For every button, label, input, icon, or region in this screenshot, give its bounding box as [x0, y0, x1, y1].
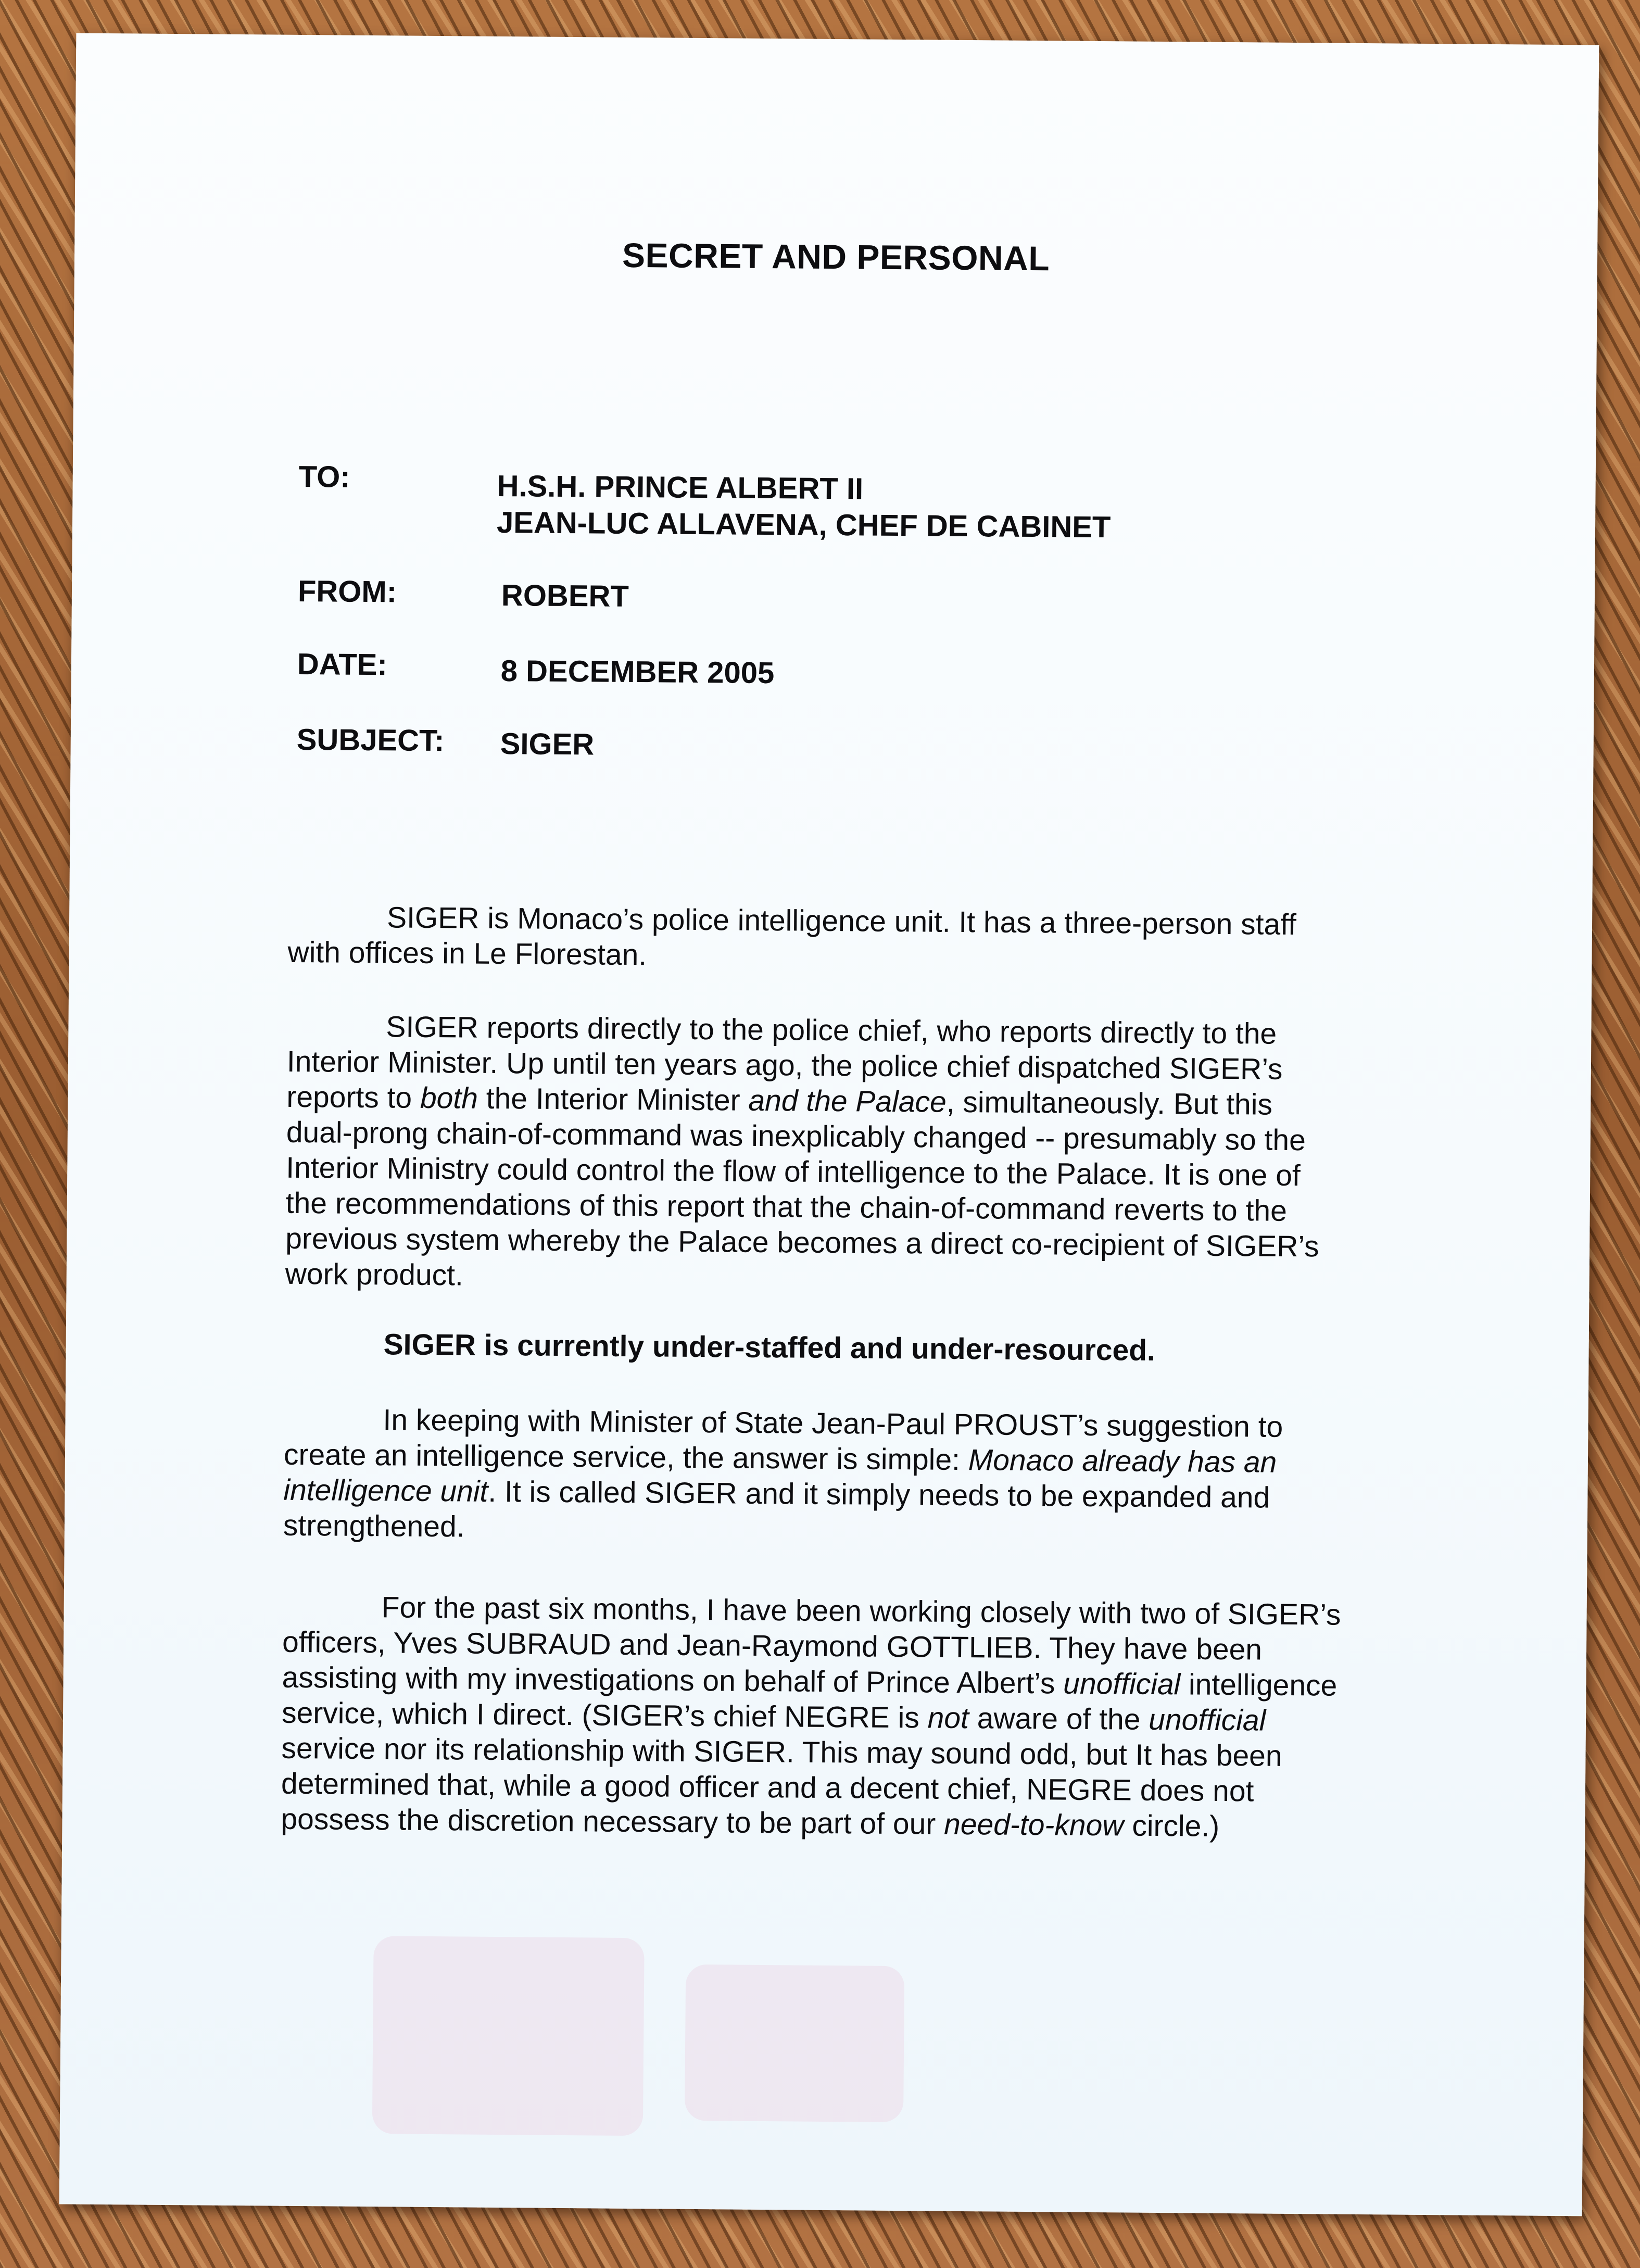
text-run: service, which I direct. (SIGER’s chief NEGRE is: [281, 1696, 928, 1735]
paragraph-line: SIGER is Monaco’s police intelligence unit. It has a three-person staff: [386, 901, 1297, 942]
pink-smudge: [685, 1964, 904, 2122]
from-label: FROM:: [297, 574, 397, 609]
text-run: the Interior Minister: [477, 1081, 749, 1117]
italic-text: intelligence unit: [283, 1473, 488, 1508]
italic-text: Monaco already has an: [968, 1443, 1277, 1479]
paragraph-line: work product.: [285, 1257, 464, 1292]
paragraph-line: with offices in Le Florestan.: [287, 935, 647, 972]
italic-text: both: [420, 1081, 478, 1115]
italic-text: unofficial: [1063, 1667, 1181, 1702]
to-recipient-2: JEAN-LUC ALLAVENA, CHEF DE CABINET: [496, 505, 1111, 545]
paragraph-line: SIGER is currently under-staffed and under-resourced.: [383, 1328, 1156, 1367]
paragraph-4: [283, 1402, 1409, 1552]
to-label: TO:: [298, 459, 350, 494]
from-value: ROBERT: [501, 578, 629, 613]
text-run: . It is called SIGER and it simply needs to be expanded and: [488, 1475, 1270, 1515]
text-run: aware of the: [968, 1702, 1149, 1736]
pink-smudge: [372, 1936, 645, 2136]
paragraph-line: officers, Yves SUBRAUD and Jean-Raymond GOTTLIEB. They have been: [282, 1625, 1263, 1667]
document-heading: SECRET AND PERSONAL: [622, 235, 1050, 278]
paragraph-line: service nor its relationship with SIGER. This may sound odd, but It has been: [281, 1731, 1282, 1773]
paragraph-1: [287, 899, 1412, 979]
subject-value: SIGER: [500, 727, 595, 762]
text-run: possess the discretion necessary to be part of our: [281, 1802, 944, 1841]
paragraph-3-bold: [284, 1326, 1409, 1370]
paragraph-line: determined that, while a good officer and a decent chief, NEGRE does not: [281, 1767, 1254, 1808]
paragraph-line: Interior Minister. Up until ten years ago, the police chief dispatched SIGER’s: [286, 1044, 1283, 1086]
italic-text: not: [927, 1701, 969, 1735]
text-run: assisting with my investigations on behalf of Prince Albert’s: [282, 1660, 1064, 1700]
paragraph-line: previous system whereby the Palace becomes a direct co-recipient of SIGER’s: [285, 1221, 1319, 1264]
document-page: [59, 33, 1599, 2216]
subject-label: SUBJECT:: [296, 722, 445, 758]
date-label: DATE:: [297, 647, 388, 682]
text-run: reports to: [286, 1080, 421, 1115]
paragraph-line: Interior Ministry could control the flow of intelligence to the Palace. It is one of: [286, 1151, 1301, 1193]
italic-text: unofficial: [1149, 1703, 1266, 1737]
paragraph-line: SIGER reports directly to the police chief, who reports directly to the: [386, 1010, 1277, 1051]
paragraph-line: In keeping with Minister of State Jean-Paul PROUST’s suggestion to: [383, 1403, 1283, 1444]
date-value: 8 DECEMBER 2005: [500, 654, 775, 690]
text-run: , simultaneously. But this: [946, 1085, 1273, 1122]
text-run: circle.): [1124, 1809, 1220, 1843]
italic-text: need-to-know: [943, 1807, 1124, 1843]
paragraph-2: [285, 1009, 1411, 1301]
paragraph-5: [281, 1589, 1407, 1846]
paragraph-line: strengthened.: [283, 1508, 465, 1544]
paragraph-line: For the past six months, I have been working closely with two of SIGER’s: [381, 1591, 1341, 1632]
to-recipient-1: H.S.H. PRINCE ALBERT II: [497, 469, 864, 506]
paragraph-line: the recommendations of this report that the chain-of-command reverts to the: [285, 1186, 1288, 1228]
paragraph-line: dual-prong chain-of-command was inexplicably changed -- presumably so the: [286, 1115, 1306, 1157]
italic-text: and the Palace: [748, 1083, 947, 1119]
text-run: create an intelligence service, the answer is simple:: [283, 1438, 968, 1477]
text-run: intelligence: [1180, 1668, 1338, 1703]
